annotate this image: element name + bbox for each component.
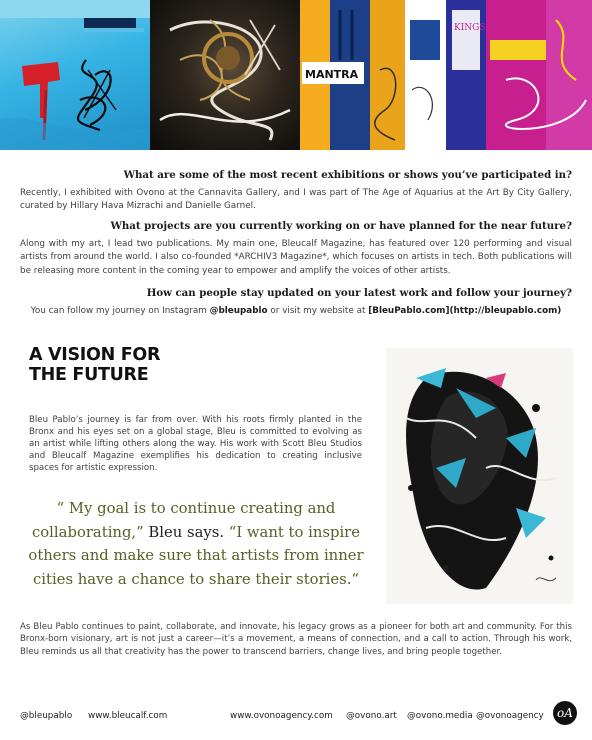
website-link[interactable]: [BleuPablo.com](http://bleupablo.com)	[368, 305, 562, 316]
answer-follow	[20, 305, 572, 319]
vision-heading	[29, 345, 239, 385]
footer	[0, 705, 592, 731]
artwork-banner	[0, 0, 592, 150]
vision-heading-line1: A VISION FOR	[29, 345, 161, 365]
qa-item-exhibitions	[20, 169, 572, 214]
kings-word: KINGS	[454, 23, 486, 33]
footer-handle-bleupablo[interactable]: @bleupablo	[20, 711, 73, 721]
ovono-logo-icon: oA	[553, 701, 577, 725]
question-follow: How can people stay updated on your latest work and follow your journey?	[146, 287, 572, 299]
footer-handle-ovonoagency[interactable]: @ovonoagency	[476, 711, 544, 721]
quote-attribution: Bleu says.	[143, 523, 229, 541]
artwork-splatter-portrait	[386, 348, 573, 604]
footer-site-ovonoagency[interactable]: www.ovonoagency.com	[230, 711, 333, 721]
quote-part1: “ My goal is to continue creating and collaborating,”	[31, 500, 336, 541]
pull-quote	[26, 497, 366, 591]
artwork-mantra	[300, 0, 446, 150]
vision-heading-line2: THE FUTURE	[29, 365, 149, 385]
vision-body: Bleu Pablo’s journey is far from over. With his roots firmly planted in the Bronx and his eyes set on a global stage, Bleu is committed to evolving as an artist while lifting others along the way. His work with Scott Bleu Studios and Bleucalf Magazine exemplifies his dedication to creating inclusive spaces for artistic expression.	[29, 415, 362, 474]
footer-handle-ovono-media[interactable]: @ovono.media	[407, 711, 473, 721]
closing-paragraph: As Bleu Pablo continues to paint, collaborate, and innovate, his legacy grows as a pioneer for both art and community. For this Bronx-born visionary, art is not just a career—it’s a movement, a means of connection, and a call to action. Through his work, Bleu reminds us all that creativity has the power to transcend barriers, change lives, and bring people together.	[20, 622, 572, 657]
answer-exhibitions: Recently, I exhibited with Ovono at the Cannavita Gallery, and I was part of The Age of Aquarius at the Art By City Gallery, curated by Hillary Hava Mizrachi and Danielle Garnel.	[20, 187, 572, 211]
answer-follow-prefix: You can follow my journey on Instagram	[30, 305, 210, 316]
question-projects: What projects are you currently working on or have planned for the near future?	[110, 220, 572, 232]
answer-projects: Along with my art, I lead two publications. My main one, Bleucalf Magazine, has featured over 120 performing and visual artists from around the world. I also co-founded *ARCHIV3 Magazine*, which focuses on artists in tech. Both publications will be releasing more content in the coming year to empower and amplify the voices of other artists.	[20, 238, 572, 276]
artwork-kings	[446, 0, 592, 150]
artwork-blue-abstract	[0, 0, 150, 150]
answer-follow-middle: or visit my website at	[267, 305, 369, 316]
footer-site-bleucalf[interactable]: www.bleucalf.com	[88, 711, 168, 721]
qa-item-projects	[20, 220, 572, 278]
question-exhibitions: What are some of the most recent exhibitions or shows you’ve participated in?	[123, 169, 572, 181]
mantra-word: MANTRA	[305, 68, 359, 81]
instagram-link[interactable]: @bleupablo	[209, 305, 268, 316]
qa-item-follow	[20, 287, 572, 318]
artwork-dark-gold-abstract	[150, 0, 300, 150]
footer-handle-ovono-art[interactable]: @ovono.art	[346, 711, 397, 721]
quote-part2: “I want to inspire others and make sure that artists from inner cities have a chance to share their stories.“	[28, 523, 364, 588]
